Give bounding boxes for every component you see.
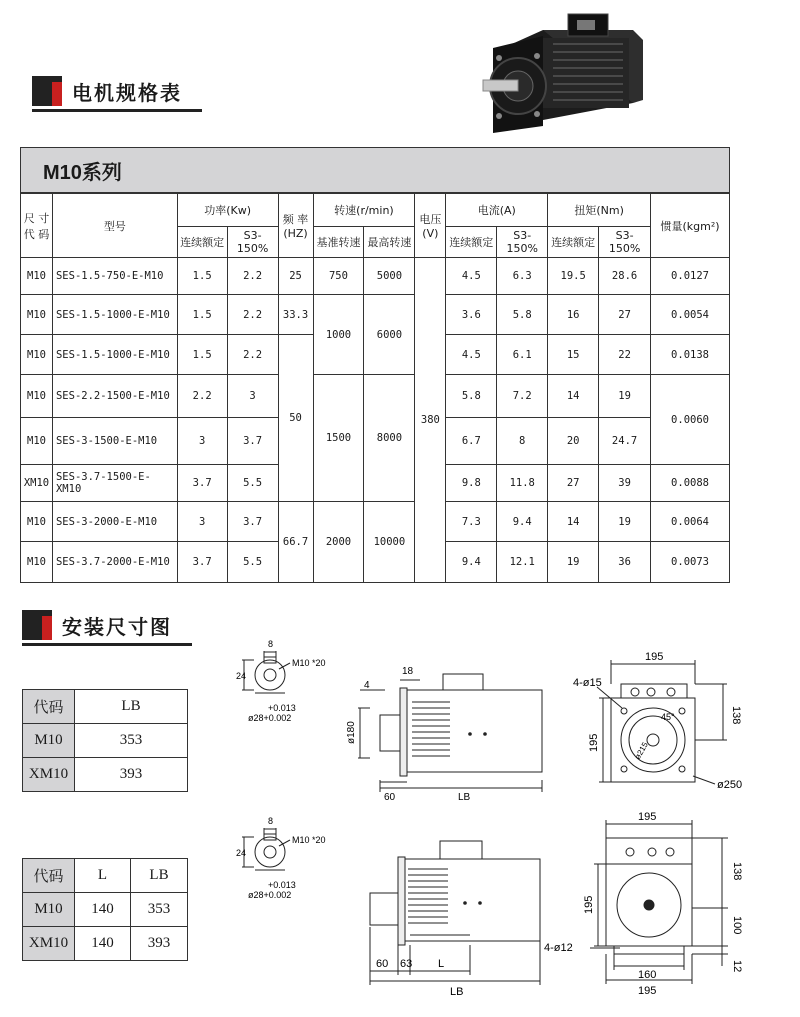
series-title: M10系列 xyxy=(21,148,730,194)
header-current: 电流(A) xyxy=(446,193,548,227)
col-l: L xyxy=(75,859,131,893)
section-title: 安装尺寸图 xyxy=(62,614,172,639)
cell-current-cont: 9.4 xyxy=(446,542,497,583)
table-row xyxy=(21,502,730,542)
dim-tolerance: +0.013 xyxy=(268,880,296,890)
cell-current-cont: 4.5 xyxy=(446,335,497,375)
front-view-drawing-2 xyxy=(544,808,770,998)
cell-model: SES-1.5-750-E-M10 xyxy=(52,258,177,295)
dimension-table-2 xyxy=(22,858,188,961)
cell-current-s3: 6.1 xyxy=(497,335,548,375)
header-torque: 扭矩(Nm) xyxy=(548,193,651,227)
dim-lb: LB xyxy=(450,986,464,998)
cell-model: SES-3-1500-E-M10 xyxy=(52,418,177,465)
cell-model: SES-1.5-1000-E-M10 xyxy=(52,335,177,375)
cell-power-s3: 2.2 xyxy=(227,295,278,335)
shaft-section-drawing-2 xyxy=(228,812,353,907)
cell-code: XM10 xyxy=(21,465,53,502)
cell-lb: 393 xyxy=(131,927,188,961)
header-power-s3: S3-150% xyxy=(227,227,278,258)
cell-power-s3: 5.5 xyxy=(227,542,278,583)
cell-current-s3: 7.2 xyxy=(497,375,548,418)
cell-power-cont: 3.7 xyxy=(177,542,227,583)
header-power: 功率(Kw) xyxy=(177,193,278,227)
cell-max-speed: 6000 xyxy=(364,295,415,375)
dim-outer-diameter: ø250 xyxy=(717,779,743,791)
header-speed: 转速(r/min) xyxy=(313,193,415,227)
cell-base-speed: 750 xyxy=(313,258,364,295)
dim-60: 60 xyxy=(384,792,396,803)
cell-torque-cont: 19 xyxy=(548,542,599,583)
dim-138: 138 xyxy=(731,862,743,881)
table-row xyxy=(21,258,730,295)
cell-torque-cont: 14 xyxy=(548,375,599,418)
cell-code: M10 xyxy=(21,335,53,375)
cell-power-s3: 2.2 xyxy=(227,335,278,375)
cell-power-cont: 3 xyxy=(177,418,227,465)
col-code: 代码 xyxy=(23,690,75,724)
cell-torque-cont: 14 xyxy=(548,502,599,542)
cell-base-speed: 1500 xyxy=(313,375,364,502)
table-row xyxy=(21,375,730,418)
dim-key-height: 24 xyxy=(236,848,247,858)
dim-60: 60 xyxy=(376,958,389,970)
cell-power-s3: 2.2 xyxy=(227,258,278,295)
cell-power-s3: 3.7 xyxy=(227,418,278,465)
cell-max-speed: 8000 xyxy=(364,375,415,502)
header-voltage: 电压 (V) xyxy=(415,193,446,258)
cell-torque-s3: 22 xyxy=(599,335,651,375)
cell-power-cont: 1.5 xyxy=(177,295,227,335)
cell-torque-cont: 19.5 xyxy=(548,258,599,295)
cell-inertia: 0.0127 xyxy=(651,258,730,295)
cell-l: 140 xyxy=(75,927,131,961)
spec-table xyxy=(20,147,730,583)
section-marker-icon xyxy=(22,610,52,640)
cell-lb: 353 xyxy=(131,893,188,927)
cell-current-cont: 3.6 xyxy=(446,295,497,335)
motor-photo xyxy=(483,8,653,138)
cell-code: M10 xyxy=(21,418,53,465)
cell-power-cont: 2.2 xyxy=(177,375,227,418)
cell-current-s3: 12.1 xyxy=(497,542,548,583)
col-code: 代码 xyxy=(23,859,75,893)
cell-base-speed: 1000 xyxy=(313,295,364,375)
cell-code: XM10 xyxy=(23,927,75,961)
cell-l: 140 xyxy=(75,893,131,927)
dim-4: 4 xyxy=(364,680,370,691)
col-lb: LB xyxy=(75,690,188,724)
cell-torque-cont: 20 xyxy=(548,418,599,465)
side-view-drawing-2 xyxy=(360,835,550,1000)
dim-138: 138 xyxy=(730,706,742,725)
header-base-speed: 基准转速 xyxy=(313,227,364,258)
cell-torque-cont: 27 xyxy=(548,465,599,502)
cell-torque-s3: 28.6 xyxy=(599,258,651,295)
cell-torque-cont: 15 xyxy=(548,335,599,375)
header-current-s3: S3-150% xyxy=(497,227,548,258)
header-size-code: 尺 寸 代 码 xyxy=(21,193,53,258)
cell-current-cont: 7.3 xyxy=(446,502,497,542)
cell-power-s3: 3 xyxy=(227,375,278,418)
cell-code: M10 xyxy=(21,258,53,295)
header-max-speed: 最高转速 xyxy=(364,227,415,258)
cell-power-cont: 1.5 xyxy=(177,258,227,295)
dim-shaft-diameter: ø28+0.002 xyxy=(248,713,292,723)
section-marker-icon xyxy=(32,76,62,106)
cell-model: SES-3-2000-E-M10 xyxy=(52,502,177,542)
cell-power-cont: 1.5 xyxy=(177,335,227,375)
cell-base-speed: 2000 xyxy=(313,502,364,583)
cell-current-s3: 5.8 xyxy=(497,295,548,335)
cell-code: M10 xyxy=(23,893,75,927)
dim-12: 12 xyxy=(731,960,743,973)
cell-model: SES-1.5-1000-E-M10 xyxy=(52,295,177,335)
cell-lb: 393 xyxy=(75,758,188,792)
dim-lb: LB xyxy=(458,792,471,803)
dim-thread: M10 *20 xyxy=(292,835,326,845)
header-inertia: 惯量(kgm²) xyxy=(651,193,730,258)
cell-current-cont: 6.7 xyxy=(446,418,497,465)
dim-thread: M10 *20 xyxy=(292,658,326,668)
header-frequency: 频 率 (HZ) xyxy=(278,193,313,258)
header-torque-cont: 连续额定 xyxy=(548,227,599,258)
cell-code: M10 xyxy=(21,542,53,583)
cell-code: M10 xyxy=(21,502,53,542)
cell-torque-s3: 39 xyxy=(599,465,651,502)
table-row xyxy=(21,295,730,335)
cell-inertia: 0.0054 xyxy=(651,295,730,335)
cell-torque-s3: 19 xyxy=(599,502,651,542)
cell-inertia: 0.0064 xyxy=(651,502,730,542)
dim-holes: 4-ø12 xyxy=(544,942,573,954)
cell-inertia: 0.0060 xyxy=(651,375,730,465)
dim-l: L xyxy=(438,958,445,970)
cell-inertia: 0.0073 xyxy=(651,542,730,583)
dim-holes: 4-ø15 xyxy=(573,677,602,689)
cell-code: M10 xyxy=(21,375,53,418)
cell-voltage: 380 xyxy=(415,258,446,583)
cell-max-speed: 5000 xyxy=(364,258,415,295)
dim-key-width: 8 xyxy=(268,816,274,826)
dim-160: 160 xyxy=(638,969,657,981)
cell-power-s3: 3.7 xyxy=(227,502,278,542)
cell-frequency: 33.3 xyxy=(278,295,313,335)
dim-100: 100 xyxy=(731,916,743,935)
cell-torque-s3: 27 xyxy=(599,295,651,335)
header-model: 型号 xyxy=(52,193,177,258)
cell-inertia: 0.0138 xyxy=(651,335,730,375)
dim-angle: 45° xyxy=(661,712,675,722)
cell-current-s3: 8 xyxy=(497,418,548,465)
section-header-dimensions xyxy=(22,608,192,642)
col-lb: LB xyxy=(131,859,188,893)
cell-frequency: 66.7 xyxy=(278,502,313,583)
dim-key-width: 8 xyxy=(268,639,274,649)
cell-power-cont: 3.7 xyxy=(177,465,227,502)
section-header-specs xyxy=(32,74,202,108)
cell-torque-s3: 19 xyxy=(599,375,651,418)
cell-torque-cont: 16 xyxy=(548,295,599,335)
dim-flange-diameter: ø180 xyxy=(346,721,357,744)
front-view-drawing-1 xyxy=(565,648,785,808)
cell-code: XM10 xyxy=(23,758,75,792)
side-view-drawing-1 xyxy=(340,660,545,805)
dim-195-top: 195 xyxy=(638,811,657,823)
header-current-cont: 连续额定 xyxy=(446,227,497,258)
dim-195-bottom: 195 xyxy=(638,985,657,997)
dim-shaft-diameter: ø28+0.002 xyxy=(248,890,292,900)
dimension-table-1 xyxy=(22,689,188,792)
cell-code: M10 xyxy=(23,724,75,758)
header-power-cont: 连续额定 xyxy=(177,227,227,258)
shaft-section-drawing-1 xyxy=(228,635,353,730)
dim-195-side: 195 xyxy=(583,895,595,914)
dim-63: 63 xyxy=(400,958,413,970)
cell-model: SES-3.7-1500-E-XM10 xyxy=(52,465,177,502)
cell-current-s3: 9.4 xyxy=(497,502,548,542)
cell-torque-s3: 24.7 xyxy=(599,418,651,465)
cell-code: M10 xyxy=(21,295,53,335)
header-torque-s3: S3-150% xyxy=(599,227,651,258)
cell-current-s3: 11.8 xyxy=(497,465,548,502)
dim-tolerance: +0.013 xyxy=(268,703,296,713)
cell-model: SES-2.2-1500-E-M10 xyxy=(52,375,177,418)
cell-frequency: 25 xyxy=(278,258,313,295)
cell-lb: 353 xyxy=(75,724,188,758)
cell-max-speed: 10000 xyxy=(364,502,415,583)
section-title: 电机规格表 xyxy=(72,80,182,105)
cell-current-cont: 4.5 xyxy=(446,258,497,295)
cell-inertia: 0.0088 xyxy=(651,465,730,502)
dim-18: 18 xyxy=(402,666,414,677)
cell-current-s3: 6.3 xyxy=(497,258,548,295)
cell-torque-s3: 36 xyxy=(599,542,651,583)
dim-pcd: ø215 xyxy=(632,740,650,761)
cell-power-s3: 5.5 xyxy=(227,465,278,502)
cell-model: SES-3.7-2000-E-M10 xyxy=(52,542,177,583)
dim-195-top: 195 xyxy=(645,651,664,663)
dim-195-side: 195 xyxy=(588,733,600,752)
cell-current-cont: 5.8 xyxy=(446,375,497,418)
cell-power-cont: 3 xyxy=(177,502,227,542)
cell-frequency: 50 xyxy=(278,335,313,502)
cell-current-cont: 9.8 xyxy=(446,465,497,502)
dim-key-height: 24 xyxy=(236,671,247,681)
